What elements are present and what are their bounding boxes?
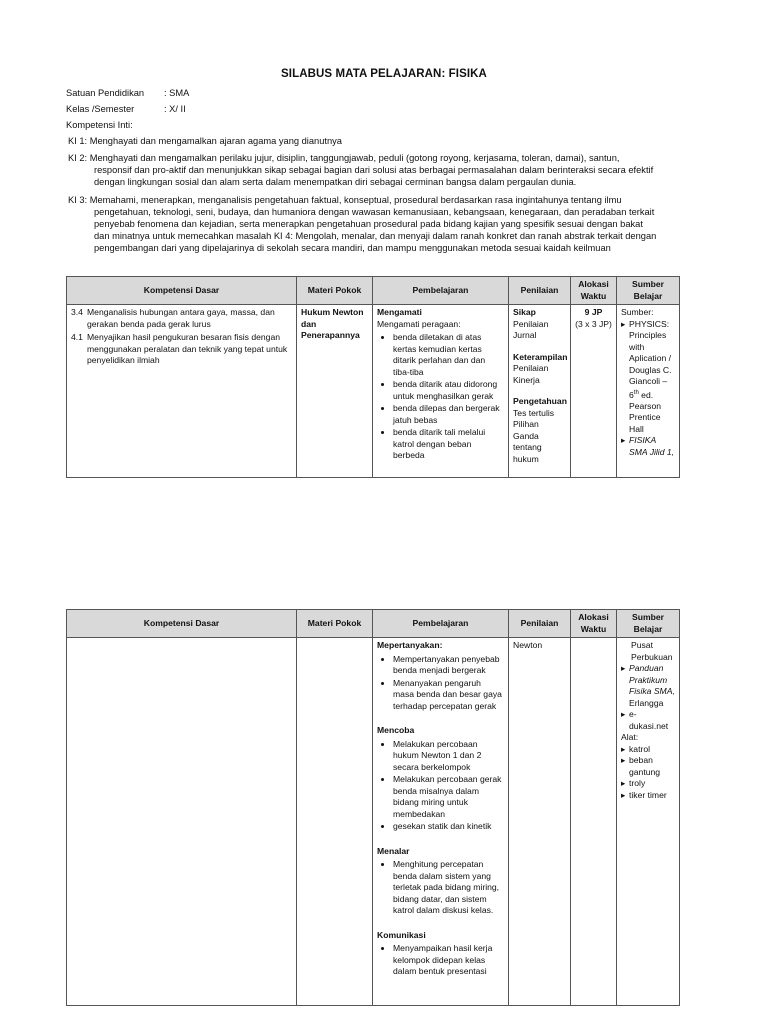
list-item: • benda diletakan di atas kertas kemudian kertas ditarik perlahan dan dan tiba-tiba [393,332,504,378]
section-list [377,739,504,833]
header-alokasi-waktu: Alokasi Waktu [571,277,617,305]
syllabus-table-2 [66,609,680,1006]
list-item: • Melakukan percobaan gerak benda misalnya dalam bidang miring untuk membedakan [393,774,504,820]
sumber-item: ▸ FISIKA SMA Jilid 1, [621,435,675,457]
pembelajaran-intro: Mengamati peragaan: [377,318,461,329]
materi-cell: Hukum Newton dan Penerapannya [297,305,373,478]
alokasi-detail: (3 x 3 JP) [575,318,612,329]
alat-item: ▸ beban gantung [621,755,661,777]
kd-cell [67,638,297,1006]
bullet-icon: ▸ [621,318,626,329]
penilaian-sikap-heading: Sikap [513,307,536,317]
section-list [377,943,504,978]
penilaian-keterampilan-text: Penilaian Kinerja [513,363,549,385]
alokasi-cell [571,305,617,478]
materi-cell [297,638,373,1006]
meta-satuan-pendidikan: Satuan Pendidikan : SMA [66,88,190,98]
header-kompetensi-dasar: Kompetensi Dasar [67,277,297,305]
sumber-cont: Pusat Perbukuan [631,640,673,662]
header-penilaian: Penilaian [509,277,571,305]
alat-heading: Alat: [621,732,639,742]
penilaian-pengetahuan-text: Tes tertulis Pilihan Ganda tentang hukum [513,407,555,464]
penilaian-cell [509,305,571,478]
section-heading: Mencoba [377,725,415,735]
table-header-row [67,277,680,305]
sumber-intro: Sumber: [621,307,654,317]
header-penilaian: Penilaian [509,610,571,638]
list-item: • benda ditarik atau didorong untuk menghasilkan gerak [393,379,504,402]
alat-item: ▸ troly [621,778,646,788]
table-row [67,305,680,478]
meta-kompetensi-inti: Kompetensi Inti: [66,120,133,130]
sumber-cell [617,638,680,1006]
page-title: SILABUS MATA PELAJARAN: FISIKA [281,68,487,80]
list-item: • benda dilepas dan bergerak jatuh bebas [393,403,504,426]
header-sumber-belajar: Sumber Belajar [617,610,680,638]
alokasi-jp: 9 JP [584,307,603,317]
header-alokasi-waktu: Alokasi Waktu [571,610,617,638]
bullet-icon: ▸ [621,778,626,788]
header-kompetensi-dasar: Kompetensi Dasar [67,610,297,638]
header-pembelajaran: Pembelajaran [373,610,509,638]
bullet-icon: ▸ [621,755,626,765]
kd-cell [67,305,297,478]
penilaian-keterampilan-heading: Keterampilan [513,351,568,362]
bullet-icon: ▸ [621,743,626,754]
ki-3: KI 3: Memahami, menerapkan, menganalisis pengetahuan faktual, konseptual, prosedural berdasarkan rasa ingintahunya tentang ilmu pengetahuan, teknologi, seni, budaya, dan humaniora dengan wawasan kemanusiaan, kebangsaan, kenegaraan, dan peradaban terkait penyebab fenomena dan kejadian, serta menerapkan pengetahuan prosedural pada bidang kajian yang spesifik sesuai dengan bakat dan minatnya untuk memecahkan masalah KI 4: Mengolah, menalar, dan menyaji dalam ranah konkret dan ranah abstrak terkait dengan pengembangan dari yang dipelajarinya di sekolah secara mandiri, dan mampu menggunakan metoda sesuai kaidah keilmuan [68,195,657,253]
list-item: • Mempertanyakan penyebab benda menjadi bergerak [393,654,504,677]
list-item: • Menyampaikan hasil kerja kelompok didepan kelas dalam bentuk presentasi [393,943,504,978]
list-item: • Menghitung percepatan benda dalam sistem yang terletak pada bidang miring, bidang datar, dan sistem katrol dalam diskusi kelas. [393,859,504,917]
pembelajaran-cell [373,638,509,1006]
section-heading: Menalar [377,845,410,856]
penilaian-cell: Newton [509,638,571,1006]
penilaian-pengetahuan-heading: Pengetahuan [513,396,567,406]
section-list [377,859,504,917]
alat-item: ▸ katrol [621,743,651,754]
sumber-item: ▸ e-dukasi.net [621,709,669,731]
list-item: • gesekan statik dan kinetik [393,821,504,833]
header-materi-pokok: Materi Pokok [297,277,373,305]
list-item: • Melakukan percobaan hukum Newton 1 dan 2 secara berkelompok [393,739,504,774]
pembelajaran-cell [373,305,509,478]
header-sumber-belajar: Sumber Belajar [617,277,680,305]
ki-1: KI 1: Menghayati dan mengamalkan ajaran agama yang dianutnya [68,136,342,146]
bullet-icon: ▸ [621,435,626,446]
alokasi-cell [571,638,617,1006]
alat-item: ▸ tiker timer [621,789,667,800]
kd-item: 3.4 Menganalisis hubungan antara gaya, massa, dan gerakan benda pada gerak lurus [71,307,275,329]
table-header-row [67,610,680,638]
table-row [67,638,680,1006]
bullet-icon: ▸ [621,709,626,719]
header-materi-pokok: Materi Pokok [297,610,373,638]
sumber-cell [617,305,680,478]
ki-2: KI 2: Menghayati dan mengamalkan perilaku jujur, disiplin, tanggungjawab, peduli (gotong royong, kerjasama, toleran, damai), santun, responsif dan pro-aktif dan menunjukkan sikap sebagai bagian dari solusi atas berbagai permasalahan dalam berinteraksi secara efektif dengan lingkungan sosial dan alam serta dalam menempatkan diri sebagai cerminan bangsa dalam pergaulan dunia. [68,153,654,187]
kd-item: 4.1 Menyajikan hasil pengukuran besaran fisis dengan menggunakan peralatan dan teknik yang tepat untuk penyelidikan ilmiah [71,332,288,365]
penilaian-sikap-text: Penilaian Jurnal [513,318,549,340]
bullet-icon: ▸ [621,663,626,673]
section-list [377,654,504,713]
syllabus-table-1 [66,276,680,478]
sumber-item: ▸ PHYSICS: Principles with Aplication / Douglas C. Giancoli – 6th ed. Pearson Prentice Hall [621,318,672,434]
list-item: • Menanyakan pengaruh masa benda dan besar gaya terhadap percepatan gerak [393,678,504,713]
list-item: • benda ditarik tali melalui katrol dengan beban berbeda [393,427,504,462]
header-pembelajaran: Pembelajaran [373,277,509,305]
pembelajaran-list [377,332,504,462]
bullet-icon: ▸ [621,789,626,800]
sumber-item: ▸ Panduan Praktikum Fisika SMA, Erlangga [621,663,675,708]
section-heading: Komunikasi [377,929,426,940]
pembelajaran-heading: Mengamati [377,307,422,317]
section-heading: Mepertanyakan: [377,640,443,650]
meta-kelas-semester: Kelas /Semester : X/ II [66,104,186,114]
